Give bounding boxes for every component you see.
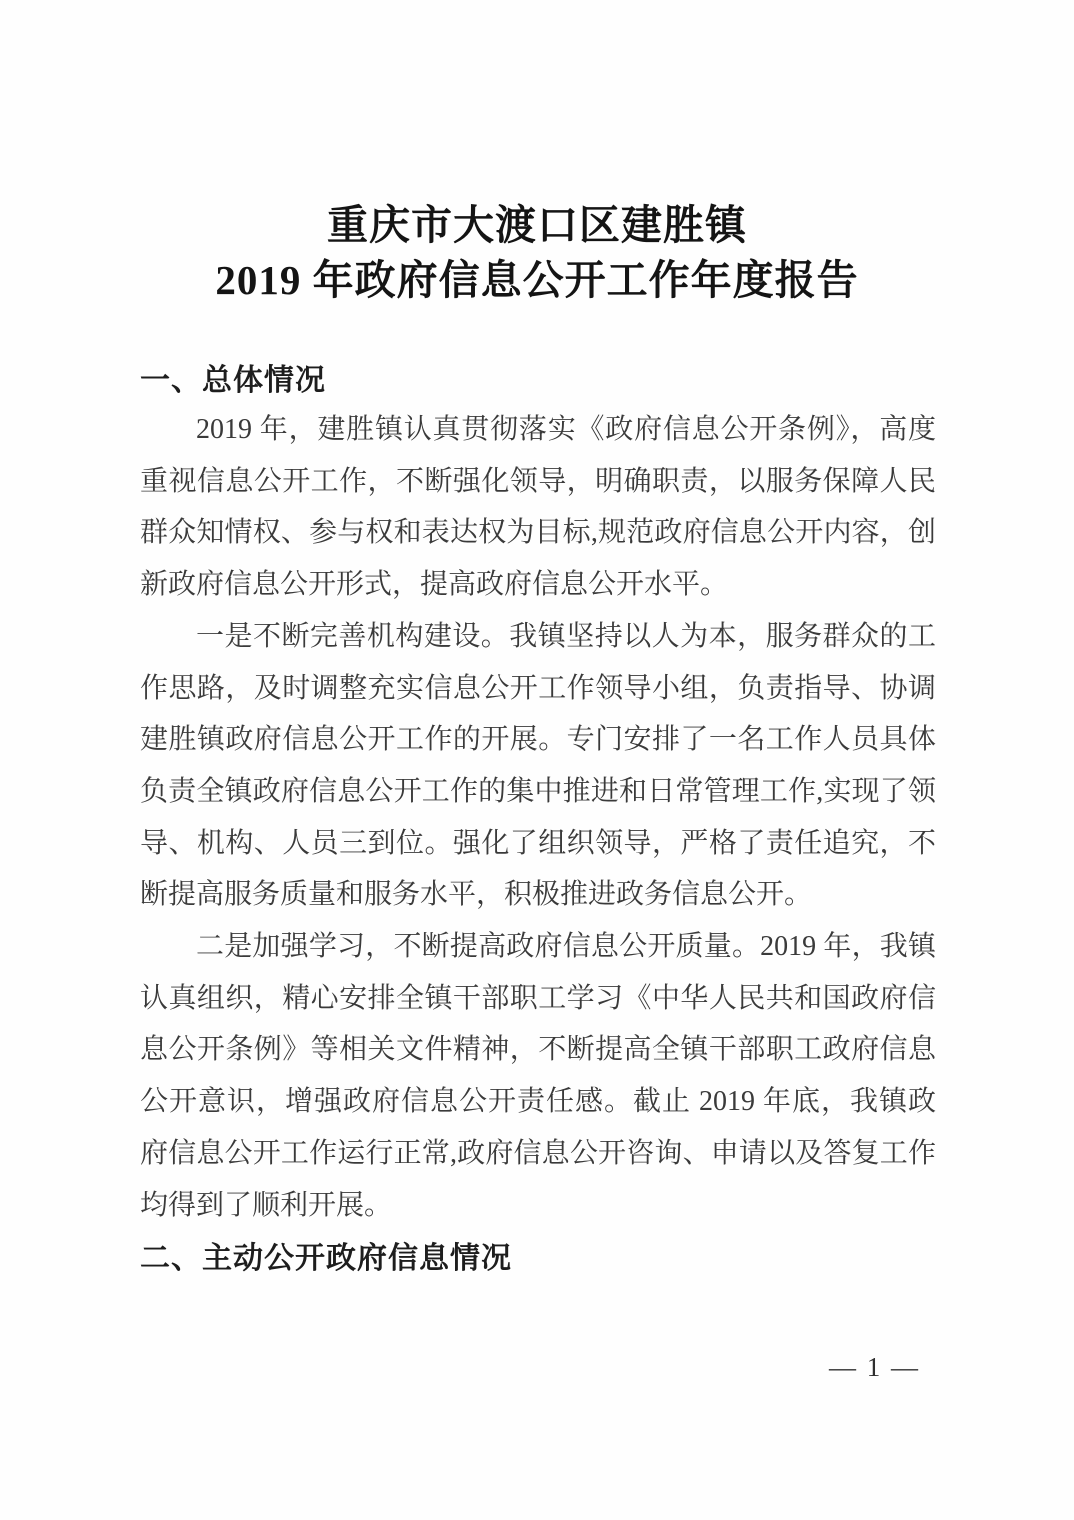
paragraph-3: 二是加强学习，不断提高政府信息公开质量。2019 年，我镇认真组织，精心安排全镇干部职工学习《中华人民共和国政府信息公开条例》等相关文件精神，不断提高全镇干部职工政府信息公开意识，增强政府信息公开责任感。截止 2019 年底，我镇政府信息公开工作运行正常,政府信息公开咨询、申请以及答复工作均得到了顺利开展。 (140, 931, 936, 1221)
section-heading-proactive-disclosure: 二、主动公开政府信息情况 (140, 1242, 512, 1275)
title-line-2: 2019 年政府信息公开工作年度报告 (215, 257, 859, 303)
title-line-1: 重庆市大渡口区建胜镇 (327, 202, 747, 248)
paragraph-2: 一是不断完善机构建设。我镇坚持以人为本，服务群众的工作思路，及时调整充实信息公开工作领导小组，负责指导、协调建胜镇政府信息公开工作的开展。专门安排了一名工作人员具体负责全镇政府信息公开工作的集中推进和日常管理工作,实现了领导、机构、人员三到位。强化了组织领导，严格了责任追究，不断提高服务质量和服务水平，积极推进政务信息公开。 (140, 620, 936, 911)
section-heading-overview: 一、总体情况 (140, 364, 326, 397)
page-number: — 1 — (829, 1352, 920, 1382)
section-body-overview (140, 404, 936, 1231)
document-title (0, 198, 1074, 308)
paragraph-1: 2019 年，建胜镇认真贯彻落实《政府信息公开条例》，高度重视信息公开工作，不断强化领导，明确职责，以服务保障人民群众知情权、参与权和表达权为目标,规范政府信息公开内容，创新政府信息公开形式，提高政府信息公开水平。 (140, 414, 936, 601)
